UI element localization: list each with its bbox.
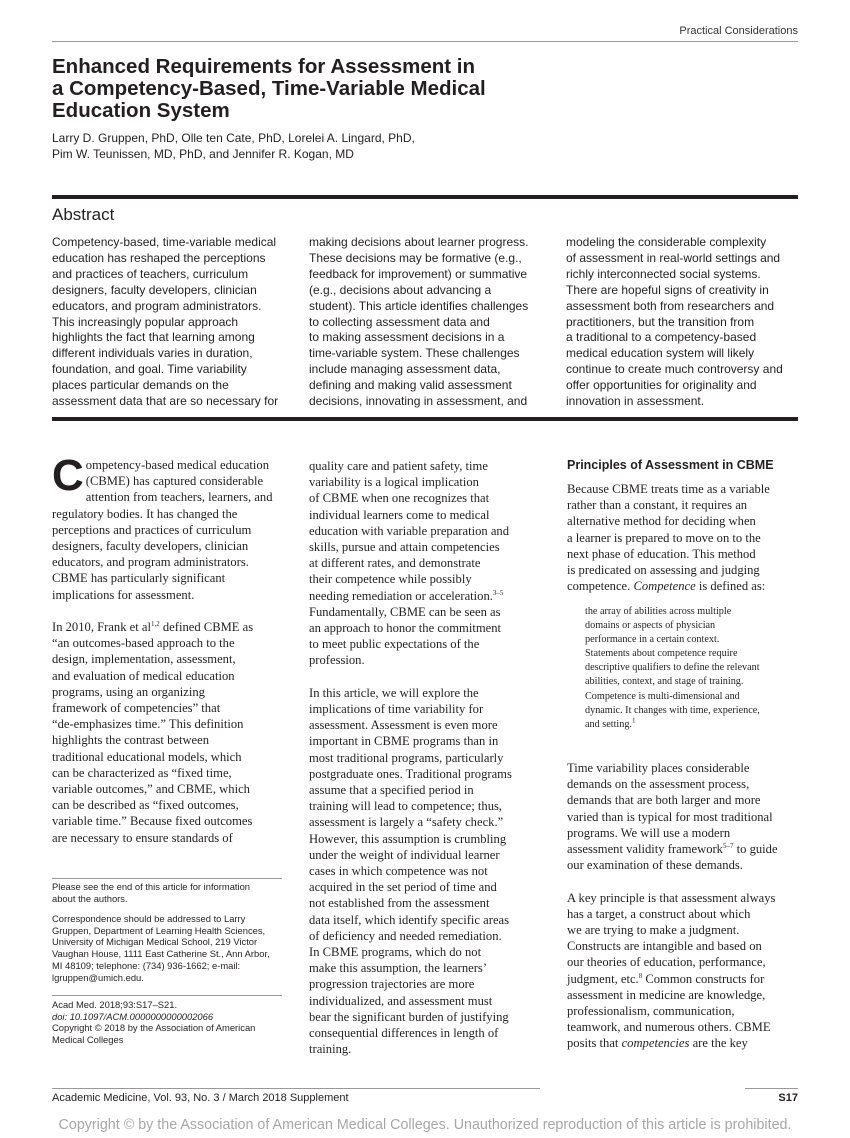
- footnote-line: lgruppen@umich.edu.: [52, 971, 144, 983]
- body-line: our examination of these demands.: [567, 858, 743, 873]
- body-line: competence. Competence is defined as:: [567, 579, 766, 594]
- footer-journal-info: Academic Medicine, Vol. 93, No. 3 / March 2018 Supplement: [52, 1092, 349, 1104]
- body-line: perceptions and practices of curriculum: [52, 522, 252, 537]
- title-line: Education System: [52, 99, 230, 122]
- footnote-line: Please see the end of this article for information: [52, 881, 251, 892]
- body-line: a learner is prepared to move on to the: [567, 530, 761, 545]
- quote-line: Competence is multi-dimensional and: [585, 690, 740, 702]
- citation-block: [52, 999, 287, 1046]
- abstract-line: There are hopeful signs of creativity in: [566, 282, 769, 297]
- footnote-line: Correspondence should be addressed to Larry: [52, 913, 246, 924]
- running-head: Practical Considerations: [679, 25, 798, 37]
- abstract-line: Competency-based, time-variable medical: [52, 235, 277, 249]
- footnote-line: MI 48109; telephone: (734) 936-1662; e-mail:: [52, 959, 241, 971]
- quote-line: abilities, context, and stage of training.: [585, 676, 744, 688]
- abstract-line: practitioners, but the transition from: [566, 314, 755, 329]
- body-line: demands that are both larger and more: [567, 793, 761, 808]
- body-line: profession.: [309, 653, 365, 668]
- body-line: implications of time variability for: [309, 702, 484, 717]
- body-line: attention from teachers, learners, and: [85, 490, 273, 505]
- body-line: varied than is typical for most traditional: [567, 809, 773, 824]
- body-line: CBME has particularly significant: [52, 571, 226, 586]
- abstract-line: foundation, and goal. Time variability: [52, 362, 247, 377]
- abstract-line: (e.g., decisions about advancing a: [309, 282, 492, 297]
- body-line: make this assumption, the learners’: [309, 961, 488, 976]
- drop-cap: C: [52, 451, 84, 500]
- body-line: individualized, and assessment must: [309, 993, 493, 1008]
- body-line: bear the significant burden of justifying: [309, 1009, 509, 1024]
- body-line: are necessary to ensure standards of: [52, 830, 233, 845]
- body-line: of CBME when one recognizes that: [309, 491, 490, 506]
- body-line: of deficiency and needed remediation.: [309, 928, 502, 943]
- body-line: skills, pursue and attain competencies: [309, 540, 500, 555]
- body-column-1: [52, 447, 287, 846]
- abstract-line: and practices of teachers, curriculum: [52, 266, 249, 281]
- section-heading: Principles of Assessment in CBME: [567, 458, 774, 472]
- footer-rule-right: [745, 1088, 798, 1089]
- body-line: can be characterized as “fixed time,: [52, 765, 232, 780]
- abstract-line: defining and making valid assessment: [309, 378, 512, 393]
- body-line: can be described as “fixed outcomes,: [52, 798, 239, 813]
- abstract-line: educators, and program administrators.: [52, 298, 262, 313]
- body-line: In CBME programs, which do not: [309, 945, 482, 960]
- body-line: alternative method for deciding when: [567, 514, 756, 529]
- abstract-line: feedback for improvement) or summative: [309, 266, 528, 281]
- author-line: Pim W. Teunissen, MD, PhD, and Jennifer R. Kogan, MD: [52, 147, 354, 161]
- body-line: framework of competencies” that: [52, 701, 221, 716]
- body-line: variable time.” Because fixed outcomes: [52, 814, 253, 829]
- body-line: consequential differences in length of: [309, 1026, 499, 1041]
- title-line: a Competency-Based, Time-Variable Medical: [52, 77, 486, 100]
- body-line: and evaluation of medical education: [52, 668, 235, 683]
- abstract-line: student). This article identifies challenges: [309, 298, 529, 313]
- title-line: Enhanced Requirements for Assessment in: [52, 55, 476, 78]
- body-line: has a target, a construct about which: [567, 906, 751, 921]
- body-line: teamwork, and numerous others. CBME: [567, 1020, 771, 1035]
- body-line: (CBME) has captured considerable: [85, 474, 264, 489]
- author-line: Larry D. Gruppen, PhD, Olle ten Cate, PhD, Lorelei A. Lingard, PhD,: [52, 131, 415, 145]
- footnote-rule: [52, 878, 282, 879]
- author-list: [52, 130, 612, 162]
- quote-line: and setting.$^1$: [585, 716, 636, 730]
- citation-rule: [52, 995, 282, 996]
- body-line: designers, faculty developers, clinician: [52, 539, 249, 554]
- body-line: highlights the contrast between: [52, 733, 210, 748]
- body-line: at different rates, and demonstrate: [309, 556, 481, 571]
- abstract-line: highlights the fact that learning among: [52, 330, 255, 345]
- abstract-heading: Abstract: [52, 205, 115, 224]
- abstract-line: innovation in assessment.: [566, 394, 705, 409]
- footnote-line: Vaughan House, 1111 East Catherine St., Ann Arbor,: [52, 948, 270, 960]
- copyright-line: Medical Colleges: [52, 1034, 124, 1046]
- citation-superscript: 3–5: [492, 588, 504, 597]
- citation-line: Acad Med. 2018;93:S17–S21.: [52, 999, 178, 1010]
- body-line: variability is a logical implication: [309, 475, 479, 490]
- body-line: training will lead to competence; thus,: [309, 799, 503, 814]
- body-line: education with variable preparation and: [309, 523, 510, 538]
- body-line: “de-emphasizes time.” This definition: [52, 717, 244, 732]
- body-line: assessment in medicine are knowledge,: [567, 987, 766, 1002]
- body-line: programs. We will use a modern: [567, 825, 731, 840]
- abstract-line: to collecting assessment data and: [309, 314, 490, 329]
- body-line: regulatory bodies. It has changed the: [52, 506, 238, 521]
- quote-line: dynamic. It changes with time, experience,: [585, 704, 760, 716]
- body-line: individual learners come to medical: [309, 507, 490, 522]
- body-line: educators, and program administrators.: [52, 555, 249, 570]
- body-line: design, implementation, assessment,: [52, 652, 236, 667]
- abstract-column-3: [566, 235, 801, 410]
- abstract-line: modeling the considerable complexity: [566, 235, 767, 249]
- body-line: next phase of education. This method: [567, 546, 756, 561]
- quote-line: domains or aspects of physician: [585, 620, 716, 632]
- abstract-line: richly interconnected social systems.: [566, 266, 761, 281]
- body-line: we are trying to make a judgment.: [567, 923, 740, 938]
- abstract-column-2: [309, 235, 544, 410]
- body-line: needing remediation or acceleration.$^{3-5}$: [309, 588, 504, 603]
- body-column-3: [567, 481, 802, 594]
- body-line: judgment, etc.$^8$ Common constructs for: [567, 971, 765, 986]
- footnote-line: University of Michigan Medical School, 219 Victor: [52, 936, 258, 948]
- citation-superscript: 5–7: [722, 841, 734, 850]
- quote-line: Statements about competence require: [585, 648, 738, 660]
- body-line: important in CBME programs than in: [309, 734, 499, 749]
- body-line: training.: [309, 1042, 352, 1057]
- abstract-line: a traditional to a competency-based: [566, 330, 757, 345]
- body-line: postgraduate ones. Traditional programs: [309, 766, 512, 781]
- citation-superscript: 1: [631, 716, 636, 725]
- body-line: data itself, which identify specific areas: [309, 912, 510, 927]
- body-line: traditional educational models, which: [52, 749, 242, 764]
- doi-line[interactable]: doi: 10.1097/ACM.0000000000002066: [52, 1010, 214, 1022]
- body-line: “an outcomes-based approach to the: [52, 636, 235, 651]
- abstract-line: decisions, innovating in assessment, and: [309, 394, 528, 409]
- body-line: not established from the assessment: [309, 896, 490, 911]
- authors-note: [52, 881, 287, 904]
- abstract-line: different individuals varies in duration,: [52, 346, 253, 361]
- abstract-line: education has reshaped the perceptions: [52, 250, 266, 265]
- body-line: Fundamentally, CBME can be seen as: [309, 604, 501, 619]
- body-line: implications for assessment.: [52, 587, 195, 602]
- body-line: In 2010, Frank et al$^{1,2}$ defined CBME as: [52, 619, 254, 635]
- abstract-bottom-rule: [52, 417, 798, 421]
- abstract-line: include managing assessment data,: [309, 362, 501, 377]
- body-line: an approach to honor the commitment: [309, 621, 501, 636]
- footnote-line: Gruppen, Department of Learning Health Sciences,: [52, 924, 266, 936]
- body-column-3-continued: [567, 760, 802, 1052]
- body-line: A key principle is that assessment always: [567, 890, 776, 905]
- body-line: progression trajectories are more: [309, 977, 475, 992]
- abstract-line: designers, faculty developers, clinician: [52, 282, 257, 297]
- abstract-line: assessment data that are so necessary for: [52, 394, 279, 409]
- page-number: S17: [778, 1092, 798, 1104]
- body-line: However, this assumption is crumbling: [309, 831, 507, 846]
- abstract-line: making decisions about learner progress.: [309, 235, 529, 249]
- copyright-watermark: Copyright © by the Association of American Medical Colleges. Unauthorized reproduction of this article is prohibited.: [58, 1117, 792, 1133]
- abstract-line: time-variable system. These challenges: [309, 346, 520, 361]
- body-line: quality care and patient safety, time: [309, 459, 488, 473]
- body-line: cases in which competence was not: [309, 864, 488, 879]
- body-line: rather than a constant, it requires an: [567, 498, 748, 513]
- abstract-column-1: [52, 235, 287, 410]
- abstract-line: This increasingly popular approach: [52, 314, 239, 329]
- footnote-line: about the authors.: [52, 892, 128, 904]
- block-quote: [585, 605, 795, 732]
- abstract-line: places particular demands on the: [52, 378, 229, 393]
- body-line: acquired in the set period of time and: [309, 880, 497, 895]
- body-line: our theories of education, performance,: [567, 955, 766, 970]
- abstract-line: to making assessment decisions in a: [309, 330, 505, 345]
- body-line: to meet public expectations of the: [309, 637, 480, 652]
- body-line: professionalism, communication,: [567, 1004, 735, 1019]
- citation-superscript: 1,2: [150, 619, 160, 628]
- body-line: is predicated on assessing and judging: [567, 563, 760, 578]
- body-line: assessment. Assessment is even more: [309, 718, 498, 733]
- correspondence-note: [52, 913, 287, 983]
- body-line: ompetency-based medical education: [85, 458, 270, 472]
- body-line: demands on the assessment process,: [567, 777, 750, 792]
- citation-superscript: 8: [638, 971, 643, 980]
- body-line: their competence while possibly: [309, 572, 472, 587]
- quote-line: the array of abilities across multiple: [585, 606, 732, 617]
- abstract-line: These decisions may be formative (e.g.,: [309, 250, 522, 265]
- quote-line: descriptive qualifiers to define the relevant: [585, 662, 760, 674]
- body-line: programs, using an organizing: [52, 684, 205, 699]
- copyright-line: Copyright © 2018 by the Association of American: [52, 1022, 256, 1034]
- body-line: under the weight of individual learner: [309, 847, 500, 862]
- body-line: variable outcomes,” and CBME, which: [52, 782, 250, 797]
- body-line: most traditional programs, particularly: [309, 750, 504, 765]
- body-line: Time variability places considerable: [567, 761, 750, 775]
- abstract-line: assessment both from researchers and: [566, 298, 775, 313]
- body-line: assessment validity framework$^{5-7}$ to guide: [567, 841, 778, 857]
- body-column-2: [309, 458, 544, 1058]
- body-line: assume that a specified period in: [309, 783, 474, 798]
- abstract-top-rule: [52, 195, 798, 199]
- body-line: Because CBME treats time as a variable: [567, 482, 770, 496]
- body-line: assessment is largely a “safety check.”: [309, 815, 504, 830]
- body-line: Constructs are intangible and based on: [567, 939, 762, 954]
- abstract-line: of assessment in real-world settings and: [566, 250, 781, 265]
- abstract-line: offer opportunities for originality and: [566, 378, 757, 393]
- header-rule: [52, 41, 798, 42]
- body-line: In this article, we will explore the: [309, 685, 479, 700]
- article-title: [52, 56, 612, 122]
- abstract-line: medical education system will likely: [566, 346, 755, 361]
- body-line: posits that competencies are the key: [567, 1036, 748, 1051]
- abstract-line: continue to create much controversy and: [566, 362, 783, 377]
- quote-line: performance in a certain context.: [585, 634, 720, 646]
- footer-rule: [52, 1088, 540, 1089]
